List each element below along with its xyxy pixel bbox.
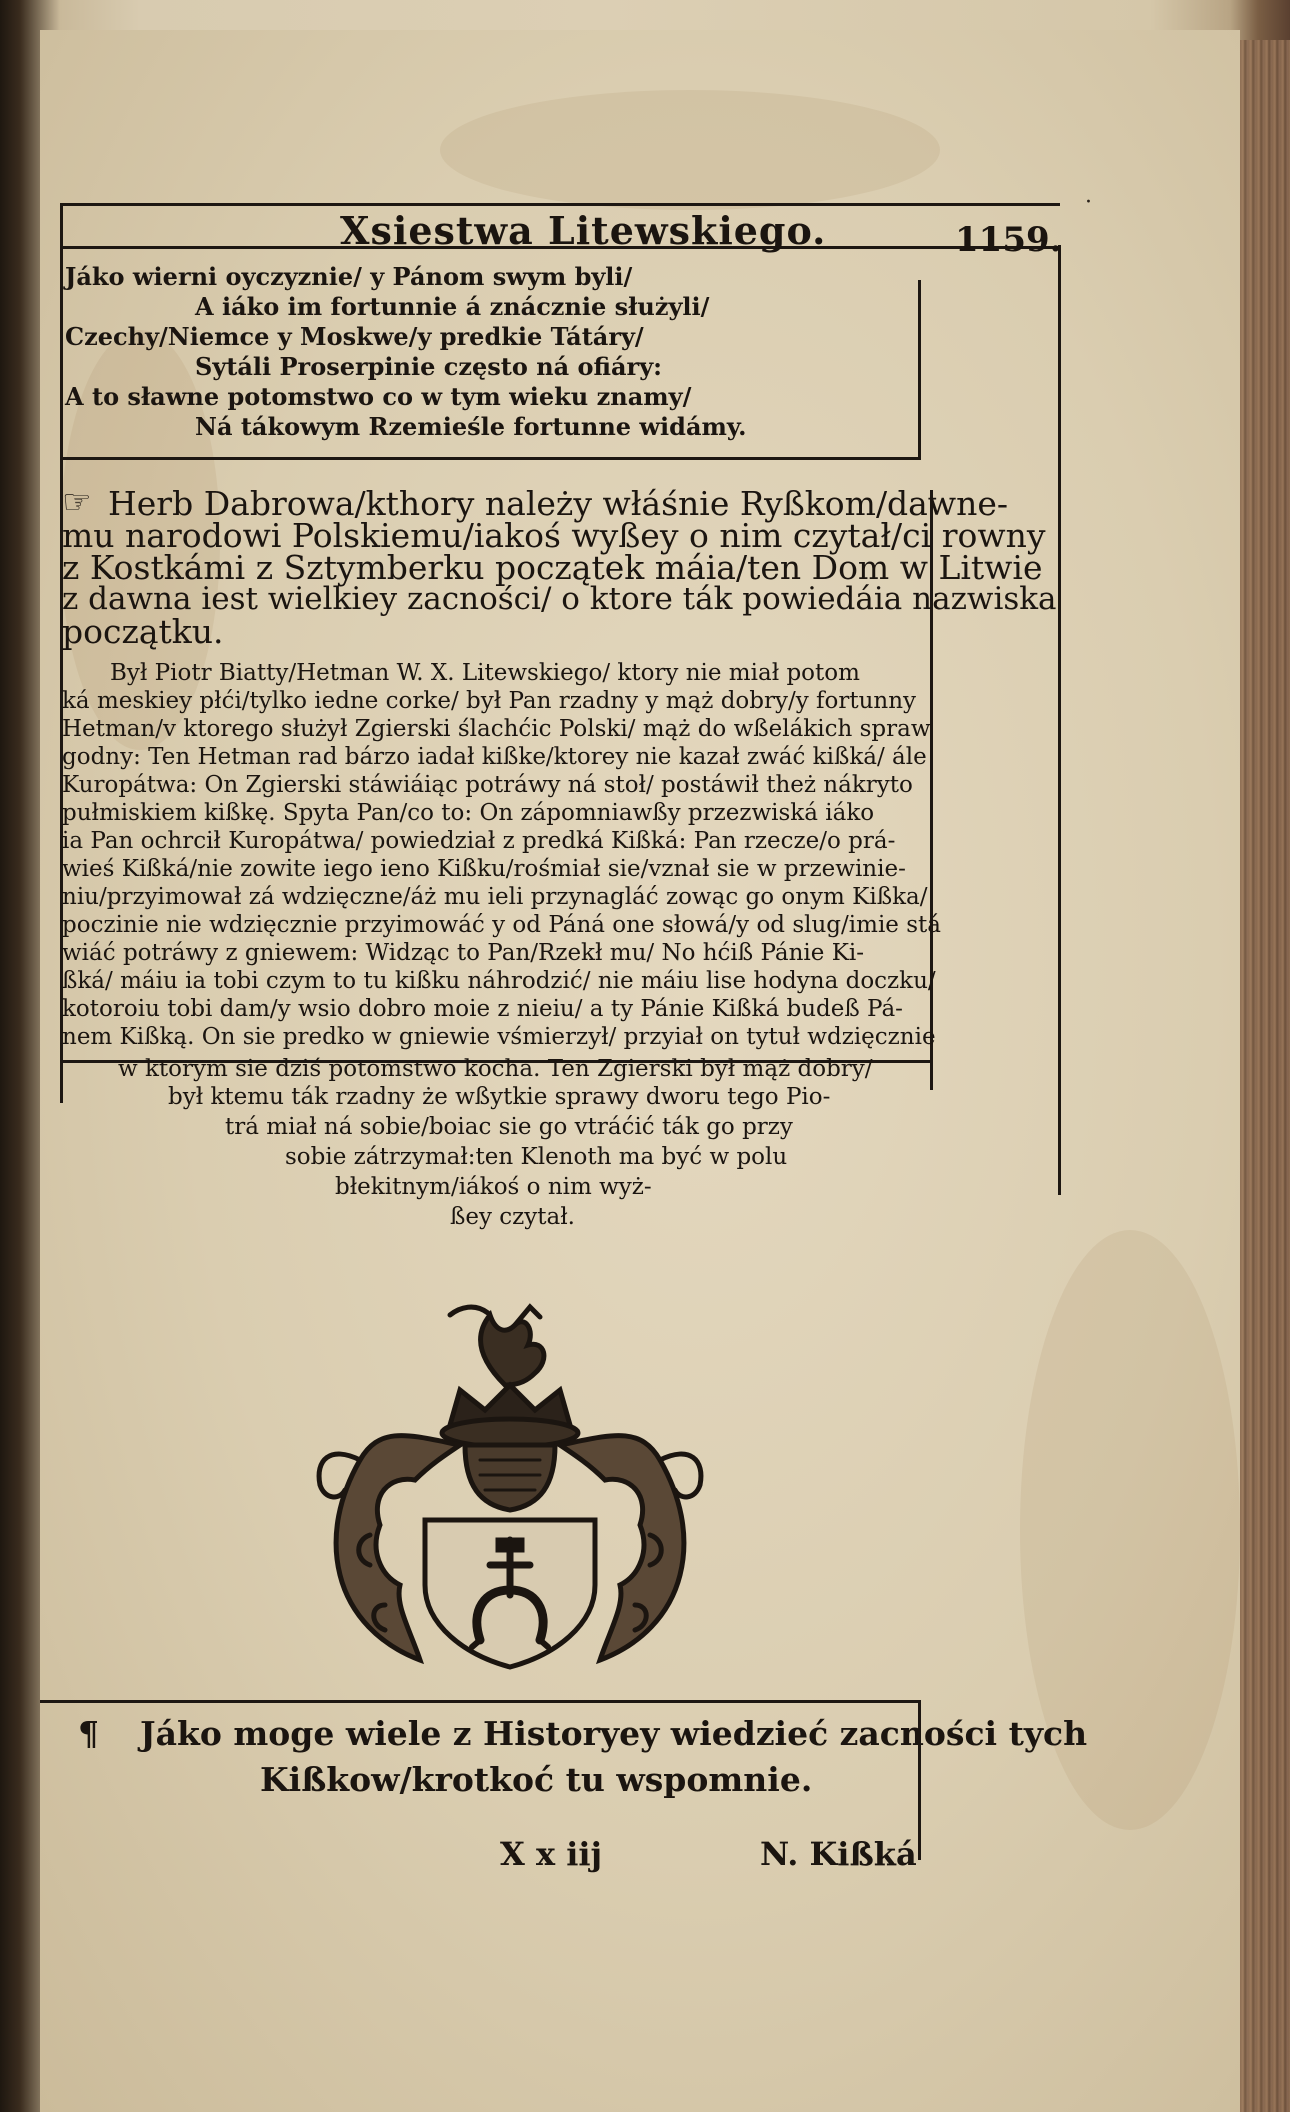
body-line: sobie zátrzymał:ten Klenoth ma być w polu [285,1144,788,1170]
running-head: Xsiestwa Litewskiego. [340,208,827,253]
verse-line: Sytáli Proserpinie często ná ofiáry: [195,352,663,381]
signature-mark: X x iij [500,1835,603,1873]
herb-line: początku. [62,612,224,651]
verse-line: A to sławne potomstwo co w tym wieku znamy/ [65,382,692,411]
body-line: ia Pan ochrcił Kuropátwa/ powiedział z predká Kißká: Pan rzecze/o prá- [62,828,896,854]
herb-line: z Kostkámi z Sztymberku początek máia/ten Dom w Litwie [62,548,1043,587]
verse-line: A iáko im fortunnie á znácznie służyli/ [195,292,710,321]
top-rule [60,203,1060,206]
pen-mark: · [1085,190,1092,215]
body-line: Kuropátwa: On Zgierski stáwiáiąc potráwy ná stoł/ postáwił theż nákryto [62,772,913,798]
folio-number: 1159. [955,220,1062,260]
verse-rule [60,457,920,460]
body-line: wiáć potráwy z gniewem: Widząc to Pan/Rzekł mu/ No hćiß Pánie Ki- [62,940,865,966]
footer-rule [40,1700,920,1703]
book-fore-edge [1232,40,1290,2112]
verse-line: Czechy/Niemce y Moskwe/y predkie Tátáry/ [65,322,644,351]
herb-line: mu narodowi Polskiemu/iakoś wyßey o nim czytał/ci rowny [62,516,1046,555]
catchword: N. Kißká [760,1835,917,1873]
coat-of-arms-woodcut [300,1285,720,1675]
verse-line: Ná tákowym Rzemieśle fortunne widámy. [195,412,747,441]
body-line: błekitnym/iákoś o nim wyż- [335,1174,652,1200]
herb-line: Herb Dabrowa/kthory należy włáśnie Ryßkom/dawne- [108,484,1009,523]
body-line: nem Kißką. On sie predko w gniewie vśmierzył/ przyiał on tytuł wdzięcznie [62,1024,936,1050]
body-line: ßká/ máiu ia tobi czym to tu kißku náhrodzić/ nie máiu lise hodyna doczku/ [62,968,936,994]
body-line: ká meskiey płći/tylko iedne corke/ był Pan rzadny y mąż dobry/y fortunny [62,688,917,714]
paper-stain [440,90,940,210]
body-line: wieś Kißká/nie zowite iego ieno Kißku/rośmiał sie/vznał sie w przewinie- [62,856,906,882]
herb-line: z dawna iest wielkiey zacności/ o ktore ták powiedáia nazwiska [62,581,1057,617]
body-line: ßey czytał. [450,1204,575,1230]
pointing-hand-icon: ☞ [62,482,92,521]
verse-column-rule [918,280,921,460]
body-line: trá miał ná sobie/boiac sie go vtráćić ták go przy [225,1114,793,1140]
body-line: pułmiskiem kißkę. Spyta Pan/co to: On zápomniawßy przezwiská iáko [62,800,875,826]
body-line: był ktemu ták rzadny że wßytkie sprawy dworu tego Pio- [168,1084,831,1110]
body-line: Był Piotr Biatty/Hetman W. X. Litewskiego/ ktory nie miał potom [110,660,860,686]
body-line: poczinie nie wdzięcznie przyimowáć y od Páná one słowá/y od slug/imie stá [62,912,941,938]
right-frame-rule [1058,245,1061,1195]
body-line: w ktorym sie dziś potomstwo kocha. Ten Zgierski był mąż dobry/ [118,1056,873,1082]
footer-line: Jáko moge wiele z Historyey wiedzieć zacności tych [140,1714,1088,1753]
body-line: godny: Ten Hetman rad bárzo iadał kißke/ktorey nie kazał zwáć kißká/ ále [62,744,927,770]
body-line: niu/przyimował zá wdzięczne/áż mu ieli przynagláć zowąc go onym Kißka/ [62,884,928,910]
verse-line: Jáko wierni oyczyznie/ y Pánom swym byli/ [65,262,633,291]
footer-line: Kißkow/krotkoć tu wspomnie. [260,1760,813,1799]
body-line: kotoroiu tobi dam/y wsio dobro moie z nieiu/ a ty Pánie Kißká budeß Pá- [62,996,903,1022]
body-line: Hetman/v ktorego służył Zgierski ślachćic Polski/ mąż do wßelákich spraw [62,716,931,742]
pilcrow-mark: ¶ [78,1714,99,1753]
